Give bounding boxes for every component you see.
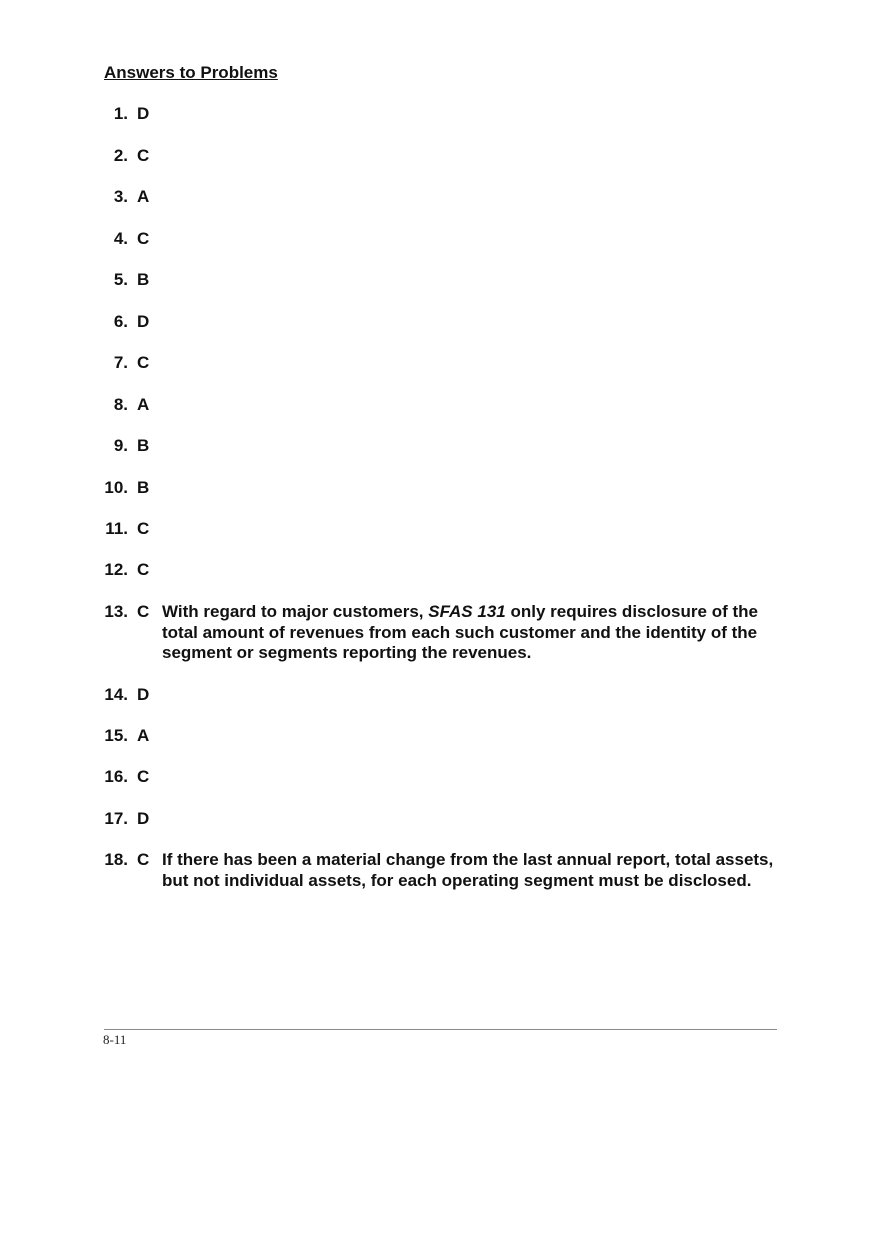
answer-number: 15. xyxy=(104,726,128,745)
answer-number: 2. xyxy=(113,146,128,165)
explanation-text: only requires disclosure of the total amount of revenues from each such customer and the identity of the segment or segments reporting the revenues. xyxy=(162,602,758,662)
answer-number: 8. xyxy=(113,395,128,414)
answer-letter: D xyxy=(137,809,150,828)
answer-letter: A xyxy=(137,187,150,206)
answer-letter: B xyxy=(137,478,150,497)
answer-number: 17. xyxy=(104,809,128,828)
answer-letter: D xyxy=(137,312,150,331)
answer-explanation xyxy=(162,850,774,891)
answer-number: 7. xyxy=(113,353,128,372)
explanation-text: If there has been a material change from the last annual report, total assets, but not individual assets, for each operating segment must be disclosed. xyxy=(162,850,774,890)
answer-number: 14. xyxy=(104,685,128,704)
answer-letter: C xyxy=(137,602,150,621)
answer-number: 12. xyxy=(104,560,128,579)
answer-number: 10. xyxy=(104,478,128,497)
answer-letter: C xyxy=(137,560,150,579)
answer-number: 5. xyxy=(113,270,128,289)
answer-letter: A xyxy=(137,726,150,745)
answer-letter: B xyxy=(137,436,150,455)
answer-letter: C xyxy=(137,767,150,786)
answer-number: 9. xyxy=(113,436,128,455)
answer-explanation xyxy=(162,602,774,664)
answer-number: 6. xyxy=(113,312,128,331)
answer-letter: C xyxy=(137,229,150,248)
page-number: 8-11 xyxy=(103,1032,127,1047)
answer-number: 1. xyxy=(113,104,128,123)
explanation-emphasis: SFAS 131 xyxy=(428,602,506,621)
answer-number: 4. xyxy=(113,229,128,248)
answer-number: 16. xyxy=(104,767,128,786)
answer-letter: C xyxy=(137,850,150,869)
answer-letter: A xyxy=(137,395,150,414)
answer-letter: D xyxy=(137,685,150,704)
answer-letter: D xyxy=(137,104,150,123)
answer-number: 18. xyxy=(104,850,128,869)
answer-letter: C xyxy=(137,519,150,538)
answer-letter: C xyxy=(137,146,150,165)
answer-letter: B xyxy=(137,270,150,289)
answer-number: 11. xyxy=(105,519,128,538)
answer-number: 3. xyxy=(113,187,128,206)
page-title: Answers to Problems xyxy=(104,63,278,82)
answer-letter: C xyxy=(137,353,150,372)
explanation-text: With regard to major customers, xyxy=(162,602,429,621)
footer-divider xyxy=(104,1029,777,1030)
answer-number: 13. xyxy=(104,602,128,621)
